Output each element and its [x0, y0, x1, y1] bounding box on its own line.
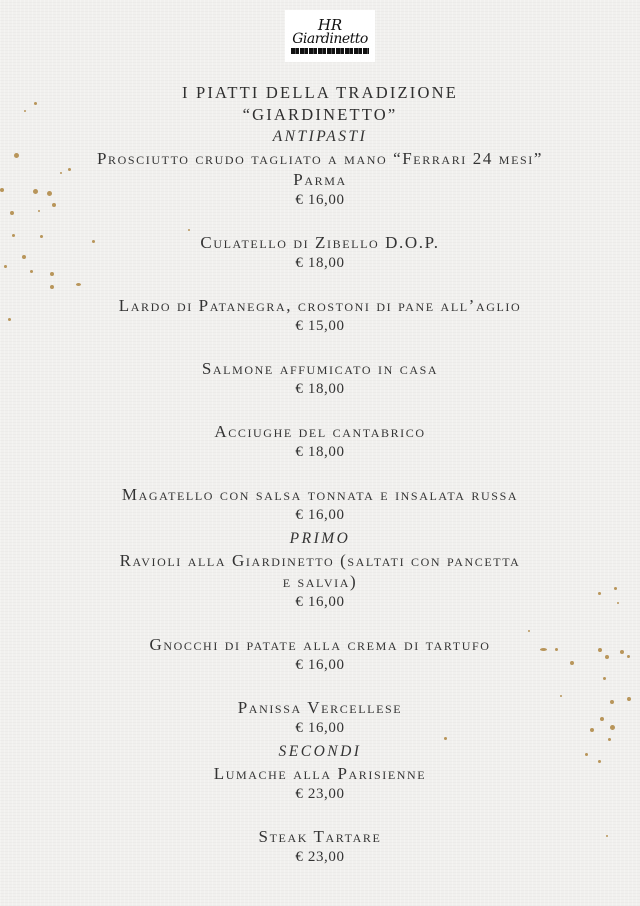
- item-name: Culatello di Zibello D.O.P.: [200, 233, 440, 252]
- menu-item: [0, 484, 640, 526]
- menu-item: [0, 148, 640, 211]
- item-price: € 16,00: [295, 657, 345, 673]
- menu-item: [0, 550, 640, 613]
- menu-subtitle: “GIARDINETTO”: [242, 105, 398, 124]
- item-name: Acciughe del cantabrico: [214, 422, 426, 441]
- item-price: € 16,00: [295, 507, 345, 523]
- item-name: Salmone affumicato in casa: [201, 359, 439, 378]
- item-name: Lardo di Patanegra, crostoni di pane all’aglio: [118, 296, 522, 315]
- item-price: € 23,00: [295, 849, 345, 865]
- item-price: € 23,00: [295, 786, 345, 802]
- item-name: Gnocchi di patate alla crema di tartufo: [149, 635, 491, 654]
- menu-title: I PIATTI DELLA TRADIZIONE: [181, 83, 459, 102]
- item-name: Magatello con salsa tonnata e insalata russa: [121, 485, 519, 504]
- logo-name: Giardinetto: [292, 31, 368, 47]
- section-heading-secondi: SECONDI: [278, 743, 362, 760]
- menu-item: [0, 826, 640, 868]
- item-name: Panissa Vercellese: [237, 698, 403, 717]
- menu-item: [0, 295, 640, 337]
- item-name: Steak Tartare: [258, 827, 382, 846]
- item-name: Prosciutto crudo tagliato a mano “Ferrari 24 mesi” Parma: [96, 149, 544, 189]
- menu-item: [0, 763, 640, 805]
- restaurant-logo: [285, 10, 375, 62]
- item-name: Ravioli alla Giardinetto (saltati con pancetta e salvia): [119, 551, 521, 591]
- menu-item: [0, 358, 640, 400]
- item-price: € 18,00: [295, 444, 345, 460]
- item-price: € 16,00: [295, 720, 345, 736]
- item-price: € 18,00: [295, 255, 345, 271]
- item-price: € 16,00: [295, 192, 345, 208]
- item-name: Lumache alla Parisienne: [213, 764, 427, 783]
- section-heading-antipasti: ANTIPASTI: [272, 128, 368, 145]
- menu-item: [0, 232, 640, 274]
- menu-item: [0, 697, 640, 739]
- menu-item: [0, 421, 640, 463]
- logo-skyline-graphic: [291, 48, 369, 54]
- item-price: € 15,00: [295, 318, 345, 334]
- logo-monogram: HR: [317, 16, 343, 34]
- section-heading-primo: PRIMO: [289, 530, 351, 547]
- item-price: € 18,00: [295, 381, 345, 397]
- menu: [0, 82, 640, 868]
- item-price: € 16,00: [295, 594, 345, 610]
- menu-item: [0, 634, 640, 676]
